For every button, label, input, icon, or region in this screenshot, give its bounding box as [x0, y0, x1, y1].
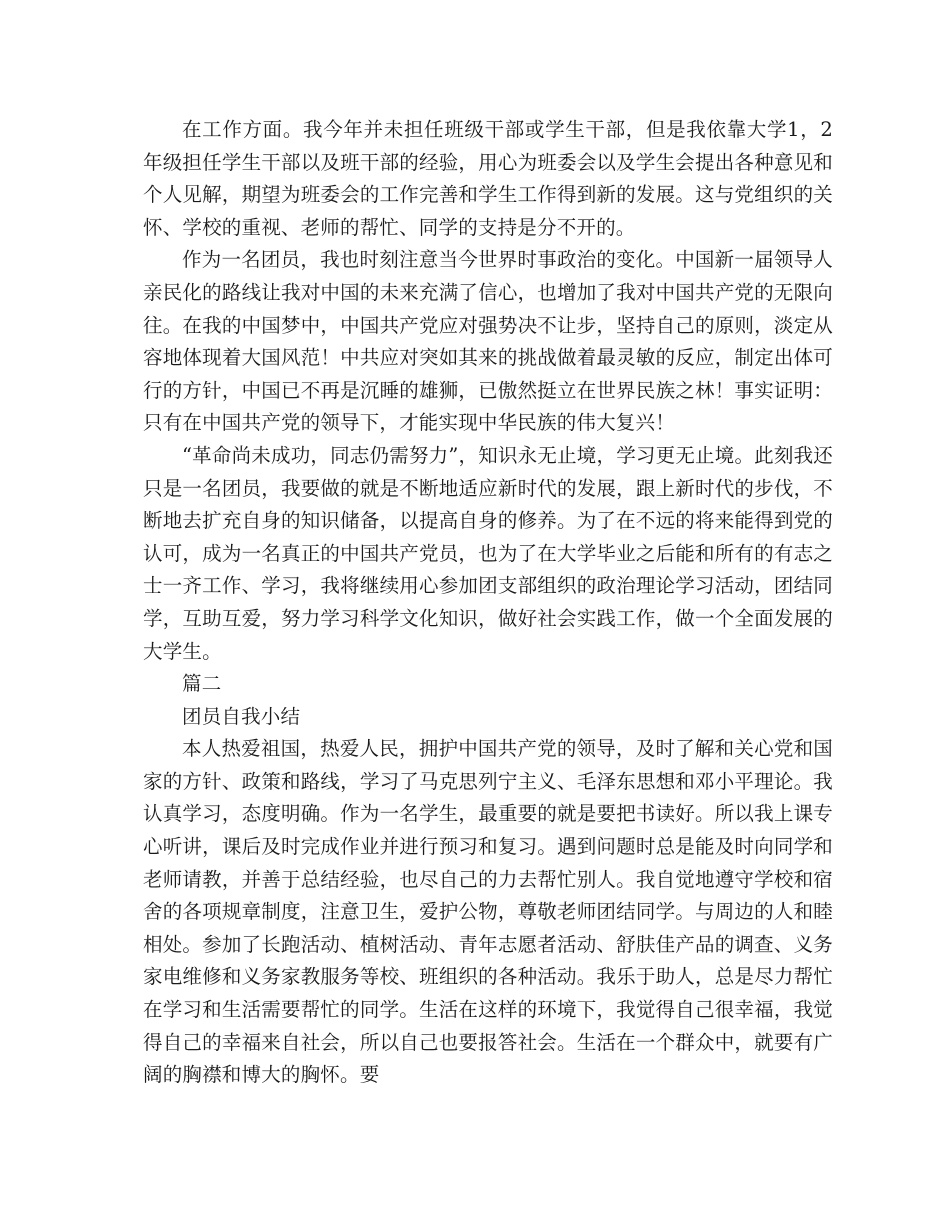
paragraph-revolution: “革命尚未成功，同志仍需努力”，知识永无止境，学习更无止境。此刻我还只是一名团员，我要做的就是不断地适应新时代的发展，跟上新时代的步伐，不断地去扩充自身的知识储备，以提高自身的修养。为了在不远的将来能得到党的认可，成为一名真正的中国共产党员，也为了在大学毕业之后能和所有的有志之士一齐工作、学习，我将继续用心参加团支部组织的政治理论学习活动，团结同学，互助互爱，努力学习科学文化知识，做好社会实践工作，做一个全面发展的大学生。	[143, 443, 833, 663]
document-body	[143, 114, 833, 1092]
paragraph-self-summary: 本人热爱祖国，热爱人民，拥护中国共产党的领导，及时了解和关心党和国家的方针、政策和路线，学习了马克思列宁主义、毛泽东思想和邓小平理论。我认真学习，态度明确。作为一名学生，最重要的就是要把书读好。所以我上课专心听讲，课后及时完成作业并进行预习和复习。遇到问题时总是能及时向同学和老师请教，并善于总结经验，也尽自己的力去帮忙别人。我自觉地遵守学校和宿舍的各项规章制度，注意卫生，爱护公物，尊敬老师团结同学。与周边的人和睦相处。参加了长跑活动、植树活动、青年志愿者活动、舒肤佳产品的调查、义务家电维修和义务家教服务等校、班组织的各种活动。我乐于助人，总是尽力帮忙在学习和生活需要帮忙的同学。生活在这样的环境下，我觉得自己很幸福，我觉得自己的幸福来自社会，所以自己也要报答社会。生活在一个群众中，就要有广阔的胸襟和博大的胸怀。要	[143, 737, 833, 1087]
paragraph-work: 在工作方面。我今年并未担任班级干部或学生干部，但是我依靠大学1，2年级担任学生干部以及班干部的经验，用心为班委会以及学生会提出各种意见和个人见解，期望为班委会的工作完善和学生工作得到新的发展。这与党组织的关怀、学校的重视、老师的帮忙、同学的支持是分不开的。	[143, 118, 833, 239]
section-heading: 篇二	[182, 672, 222, 696]
paragraph-politics: 作为一名团员，我也时刻注意当今世界时事政治的变化。中国新一届领导人亲民化的路线让我对中国的未来充满了信心，也增加了我对中国共产党的无限向往。在我的中国梦中，中国共产党应对强势决不让步，坚持自己的原则，淡定从容地体现着大国风范！中共应对突如其来的挑战做着最灵敏的反应，制定出体可行的方针，中国已不再是沉睡的雄狮，已傲然挺立在世界民族之林！事实证明：只有在中国共产党的领导下，才能实现中华民族的伟大复兴！	[143, 248, 833, 435]
section-title: 团员自我小结	[182, 704, 301, 728]
